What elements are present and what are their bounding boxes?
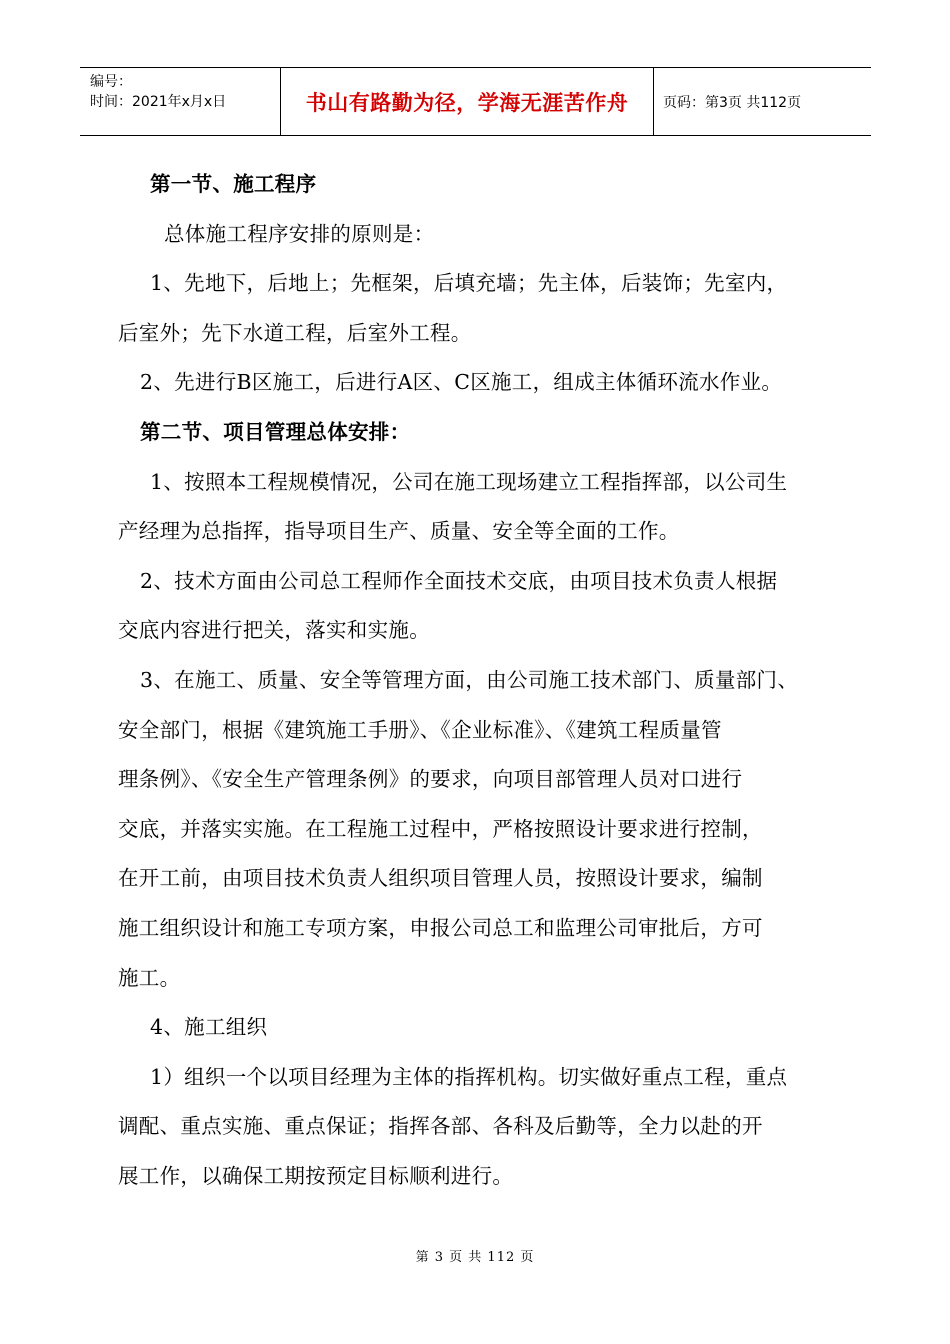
item3-line3: 理条例》、《安全生产管理条例》的要求，向项目部管理人员对口进行 xyxy=(118,767,743,792)
sub1-line3: 展工作，以确保工期按预定目标顺利进行。 xyxy=(118,1163,514,1188)
item4-title: 4、施工组织 xyxy=(150,1015,268,1040)
item3-line2: 安全部门，根据《建筑施工手册》、《企业标准》、《建筑工程质量管 xyxy=(118,717,722,742)
item1-line2: 产经理为总指挥，指导项目生产、质量、安全等全面的工作。 xyxy=(118,519,680,544)
header-page-info: 页码：第3页 共112页 xyxy=(663,94,802,111)
number-label: 编号： xyxy=(90,74,132,90)
page-header xyxy=(80,67,871,136)
item3-line7: 施工。 xyxy=(118,965,181,990)
item3-line1: 3、在施工、质量、安全等管理方面，由公司施工技术部门、质量部门、 xyxy=(140,667,799,692)
intro-paragraph: 总体施工程序安排的原则是： xyxy=(164,221,435,246)
item1-line1: 1、按照本工程规模情况，公司在施工现场建立工程指挥部，以公司生 xyxy=(150,469,788,494)
document-body xyxy=(118,160,838,1201)
item2-line2: 交底内容进行把关，落实和实施。 xyxy=(118,618,430,643)
header-motto: 书山有路勤为径，学海无涯苦作舟 xyxy=(281,68,654,135)
time-label: 时间：2021年x月x日 xyxy=(90,94,227,110)
sub1-line1: 1）组织一个以项目经理为主体的指挥机构。切实做好重点工程，重点 xyxy=(150,1064,788,1089)
item3-line6: 施工组织设计和施工专项方案，申报公司总工和监理公司审批后，方可 xyxy=(118,915,763,940)
sub1-line2: 调配、重点实施、重点保证；指挥各部、各科及后勤等，全力以赴的开 xyxy=(118,1114,763,1139)
section1-title: 第一节、施工程序 xyxy=(150,172,317,196)
section2-title: 第二节、项目管理总体安排： xyxy=(140,419,411,444)
rule2: 2、先进行B区施工，后进行A区、C区施工，组成主体循环流水作业。 xyxy=(140,370,783,395)
item3-line4: 交底，并落实实施。在工程施工过程中，严格按照设计要求进行控制， xyxy=(118,816,763,841)
rule1-line2: 后室外；先下水道工程，后室外工程。 xyxy=(118,320,472,345)
rule1-line1: 1、先地下，后地上；先框架，后填充墙；先主体，后装饰；先室内， xyxy=(150,271,788,296)
item2-line1: 2、技术方面由公司总工程师作全面技术交底，由项目技术负责人根据 xyxy=(140,568,778,593)
item3-line5: 在开工前，由项目技术负责人组织项目管理人员，按照设计要求，编制 xyxy=(118,866,763,891)
header-meta xyxy=(80,68,281,135)
page-footer: 第 3 页 共 112 页 xyxy=(415,1250,535,1265)
